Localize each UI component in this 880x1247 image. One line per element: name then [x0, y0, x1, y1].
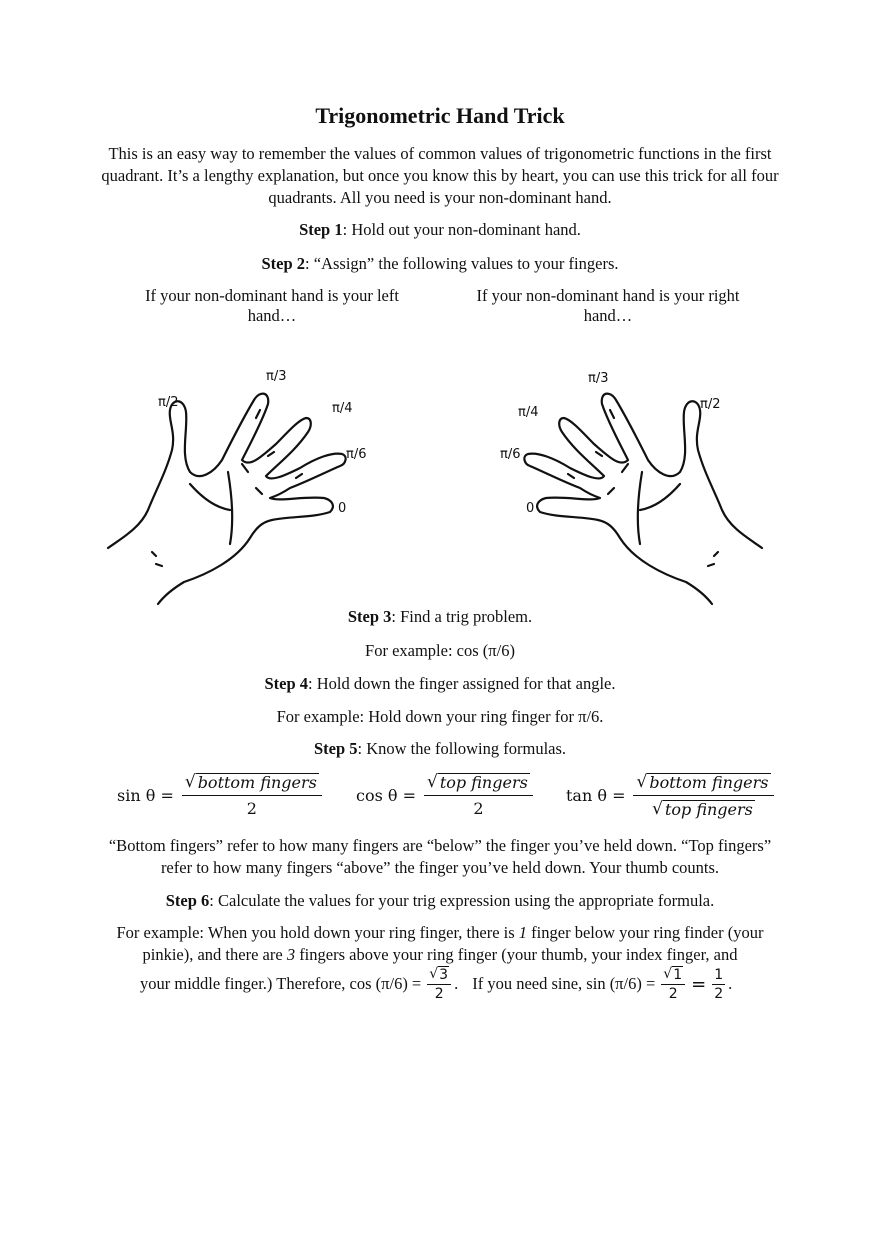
cos-result-denominator: 2 — [434, 986, 444, 1002]
right-hand-caption: If your non-dominant hand is your right hand… — [476, 286, 740, 325]
example-6-part1: For example: When you hold down your ring finger, there is — [116, 923, 519, 942]
example-6-one: 1 — [518, 923, 528, 942]
radical-sign: √ — [429, 966, 439, 982]
radical-sign: √ — [652, 799, 663, 819]
step-6 — [60, 890, 820, 912]
right-label-pi-3: π/3 — [588, 371, 609, 386]
example-6-dot-1: . — [454, 974, 459, 993]
tan-formula-lhs: tan θ = — [566, 786, 626, 805]
simplified-denominator: 2 — [714, 985, 724, 1002]
sin-result-numerator: 1 — [673, 967, 683, 983]
equals-sign: = — [691, 973, 707, 995]
cos-result-numerator: 3 — [439, 967, 449, 983]
right-label-pi-4: π/4 — [518, 405, 539, 420]
sin-formula — [117, 772, 322, 818]
step-1-label: Step 1 — [299, 220, 343, 239]
fingers-explanation: “Bottom fingers” refer to how many fingers are “below” the finger you’ve held down. “Top fingers” refer to how many fingers “above” the finger you’ve held down. Your thumb counts. — [108, 836, 772, 877]
cos-formula-numerator: top fingers — [439, 773, 528, 792]
sin-result-denominator: 2 — [668, 986, 678, 1002]
example-6-part3: fingers above your ring finger (your thumb, your index finger, and — [295, 945, 738, 964]
step-1 — [60, 219, 820, 241]
radical-sign: √ — [663, 966, 673, 982]
example-6-dot-2: . — [728, 974, 733, 993]
example-6-sine-text: If you need sine, sin (π/6) = — [472, 974, 656, 993]
right-label-pi-2: π/2 — [700, 397, 721, 412]
cos-formula — [356, 772, 533, 818]
step-6-text: : Calculate the values for your trig expression using the appropriate formula. — [209, 891, 715, 910]
radical-sign: √ — [184, 772, 196, 792]
right-hand-outline — [524, 394, 762, 604]
right-label-zero: 0 — [526, 501, 535, 516]
step-3-text: : Find a trig problem. — [391, 607, 533, 626]
step-5 — [60, 738, 820, 760]
sin-formula-denominator: 2 — [246, 799, 257, 818]
page-title: Trigonometric Hand Trick — [315, 103, 565, 128]
example-6-part2: finger below your ring finder (your pinkie), and there are — [142, 923, 764, 964]
step-5-text: : Know the following formulas. — [357, 739, 567, 758]
example-6-three: 3 — [286, 945, 296, 964]
step-2 — [60, 253, 820, 275]
left-label-pi-2: π/2 — [158, 395, 179, 410]
tan-formula-denominator: top fingers — [664, 800, 753, 819]
example-step-3: For example: cos (π/6) — [365, 641, 515, 660]
left-label-pi-3: π/3 — [266, 369, 287, 384]
left-hand-illustration — [100, 360, 380, 610]
tan-formula — [566, 772, 774, 819]
example-step-4: For example: Hold down your ring finger for π/6. — [276, 707, 604, 726]
cos-formula-denominator: 2 — [473, 799, 484, 818]
step-4 — [60, 673, 820, 695]
left-label-pi-6: π/6 — [346, 447, 367, 462]
left-hand-outline — [108, 394, 346, 604]
example-step-6 — [100, 922, 780, 966]
left-hand-caption: If your non-dominant hand is your left hand… — [145, 286, 399, 325]
step-4-label: Step 4 — [264, 674, 309, 693]
left-label-pi-4: π/4 — [332, 401, 353, 416]
left-label-zero: 0 — [338, 501, 347, 516]
right-label-pi-6: π/6 — [500, 447, 521, 462]
radical-sign: √ — [636, 772, 648, 792]
sin-formula-numerator: bottom fingers — [197, 773, 317, 792]
sin-formula-lhs: sin θ = — [117, 785, 174, 805]
example-6-last-text: your middle finger.) Therefore, cos (π/6) = — [140, 974, 422, 993]
simplified-numerator: 1 — [714, 966, 724, 983]
step-5-label: Step 5 — [313, 739, 358, 758]
step-2-label: Step 2 — [261, 254, 306, 273]
radical-sign: √ — [427, 772, 438, 792]
step-2-text: : “Assign” the following values to your fingers. — [305, 254, 619, 273]
step-6-label: Step 6 — [165, 891, 210, 910]
step-3-label: Step 3 — [347, 607, 392, 626]
step-3 — [60, 606, 820, 628]
example-6-conclusion — [140, 966, 780, 1002]
cos-formula-lhs: cos θ = — [356, 785, 417, 805]
step-1-text: : Hold out your non-dominant hand. — [342, 220, 581, 239]
tan-formula-numerator: bottom fingers — [649, 773, 769, 792]
right-hand-illustration — [490, 360, 770, 610]
step-4-text: : Hold down the finger assigned for that angle. — [308, 674, 616, 693]
intro-paragraph: This is an easy way to remember the values of common values of trigonometric functions in the first quadrant. It’s a lengthy explanation, but once you know this by heart, you can use this trick for all four quadrants. All you need is your non-dominant hand. — [101, 144, 779, 207]
